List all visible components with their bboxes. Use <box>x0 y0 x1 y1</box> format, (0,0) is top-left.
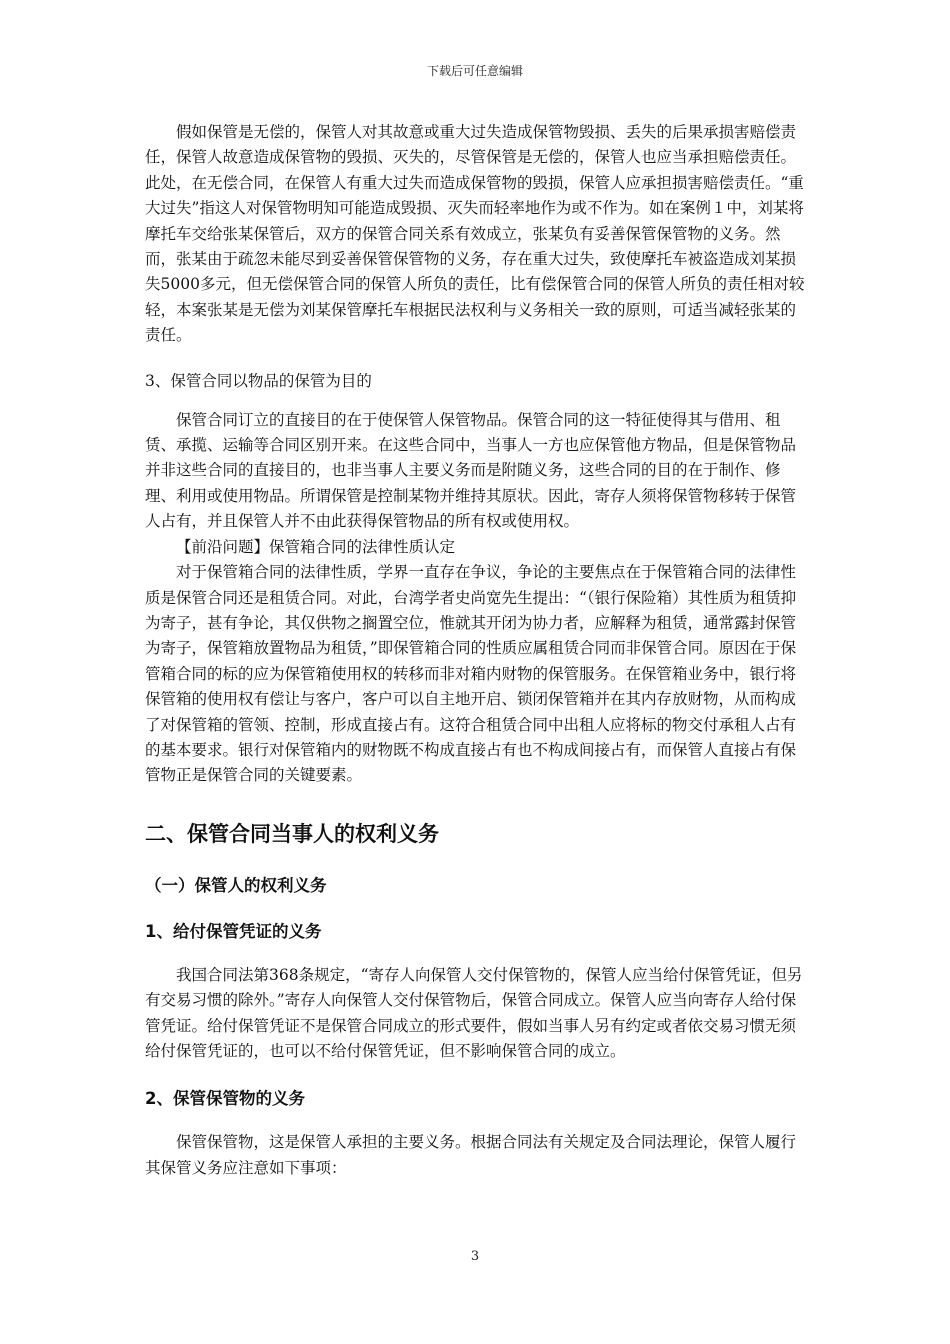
document-body <box>145 120 807 1181</box>
paragraph-voucher-duty: 我国合同法第368条规定，“寄存人向保管人交付保管物的，保管人应当给付保管凭证，但另有交易习惯的除外。”寄存人向保管人交付保管物后，保管合同成立。保管人应当向寄存人给付保管凭证。给付保管凭证不是保管合同成立的形式要件，假如当事人另有约定或者依交易习惯无须给付保管凭证的，也可以不给付保管凭证，但不影响保管合同的成立。 <box>145 965 803 1060</box>
page-number: 3 <box>470 1249 480 1264</box>
subheading-purpose: 3、保管合同以物品的保管为目的 <box>145 371 372 390</box>
heading-voucher-duty: 1、给付保管凭证的义务 <box>145 921 322 941</box>
paragraph-safekeeping-duty: 保管保管物，这是保管人承担的主要义务。根据合同法有关规定及合同法理论，保管人履行其保管义务应注意如下事项： <box>145 1133 797 1177</box>
frontier-issue-title: 【前沿问题】保管箱合同的法律性质认定 <box>176 537 456 556</box>
paragraph-gratuitous-custody: 假如保管是无偿的，保管人对其故意或重大过失造成保管物毁损、丢失的后果承损害赔偿责任，保管人故意造成保管物的毁损、灭失的，尽管保管是无偿的，保管人也应当承担赔偿责任。此处，在无偿合同，在保管人有重大过失而造成保管物的毁损，保管人应承担损害赔偿责任。“重大过失”指这人对保管物明知可能造成毁损、灭失而轻率地作为或不作为。如在案例１中，刘某将摩托车交给张某保管后，双方的保管合同关系有效成立，张某负有妥善保管保管物的义务。然而，张某由于疏忽未能尽到妥善保管保管物的义务，存在重大过失，致使摩托车被盗造成刘某损失5000多元，但无偿保管合同的保管人所负的责任，比有偿保管合同的保管人所负的责任相对较轻，本案张某是无偿为刘某保管摩托车根据民法权利与义务相关一致的原则，可适当减轻张某的责任。 <box>145 123 805 345</box>
subsection-heading-custodian: （一）保管人的权利义务 <box>145 875 327 895</box>
paragraph-safe-deposit: 对于保管箱合同的法律性质，学界一直存在争议，争论的主要焦点在于保管箱合同的法律性质是保管合同还是租赁合同。对此，台湾学者史尚宽先生提出：“（银行保险箱）其性质为租赁抑为寄子，甚有争论，其仅供物之搁置空位，惟就其开闭为协力者，应解释为租赁，通常露封保管为寄子，保管箱放置物品为租赁，”即保管箱合同的性质应属租赁合同而非保管合同。原因在于保管箱合同的标的应为保管箱使用权的转移而非对箱内财物的保管服务。在保管箱业务中，银行将保管箱的使用权有偿让与客户，客户可以自主地开启、锁闭保管箱并在其内存放财物，从而构成了对保管箱的管领、控制，形成直接占有。这符合租赁合同中出租人应将标的物交付承租人占有的基本要求。银行对保管箱内的财物既不构成直接占有也不构成间接占有，而保管人直接占有保管物正是保管合同的关键要素。 <box>145 563 797 785</box>
paragraph-purpose: 保管合同订立的直接目的在于使保管人保管物品。保管合同的这一特征使得其与借用、租赁、承揽、运输等合同区别开来。在这些合同中，当事人一方也应保管他方物品，但是保管物品并非这些合同的直接目的，也非当事人主要义务而是附随义务，这些合同的目的在于制作、修理、利用或使用物品。所谓保管是控制某物并维持其原状。因此，寄存人须将保管物移转于保管人占有，并且保管人并不由此获得保管物品的所有权或使用权。 <box>145 410 797 531</box>
heading-safekeeping-duty: 2、保管保管物的义务 <box>145 1089 305 1109</box>
section-heading-rights-obligations: 二、保管合同当事人的权利义务 <box>145 821 439 846</box>
page-header: 下载后可任意编辑 <box>426 64 523 78</box>
